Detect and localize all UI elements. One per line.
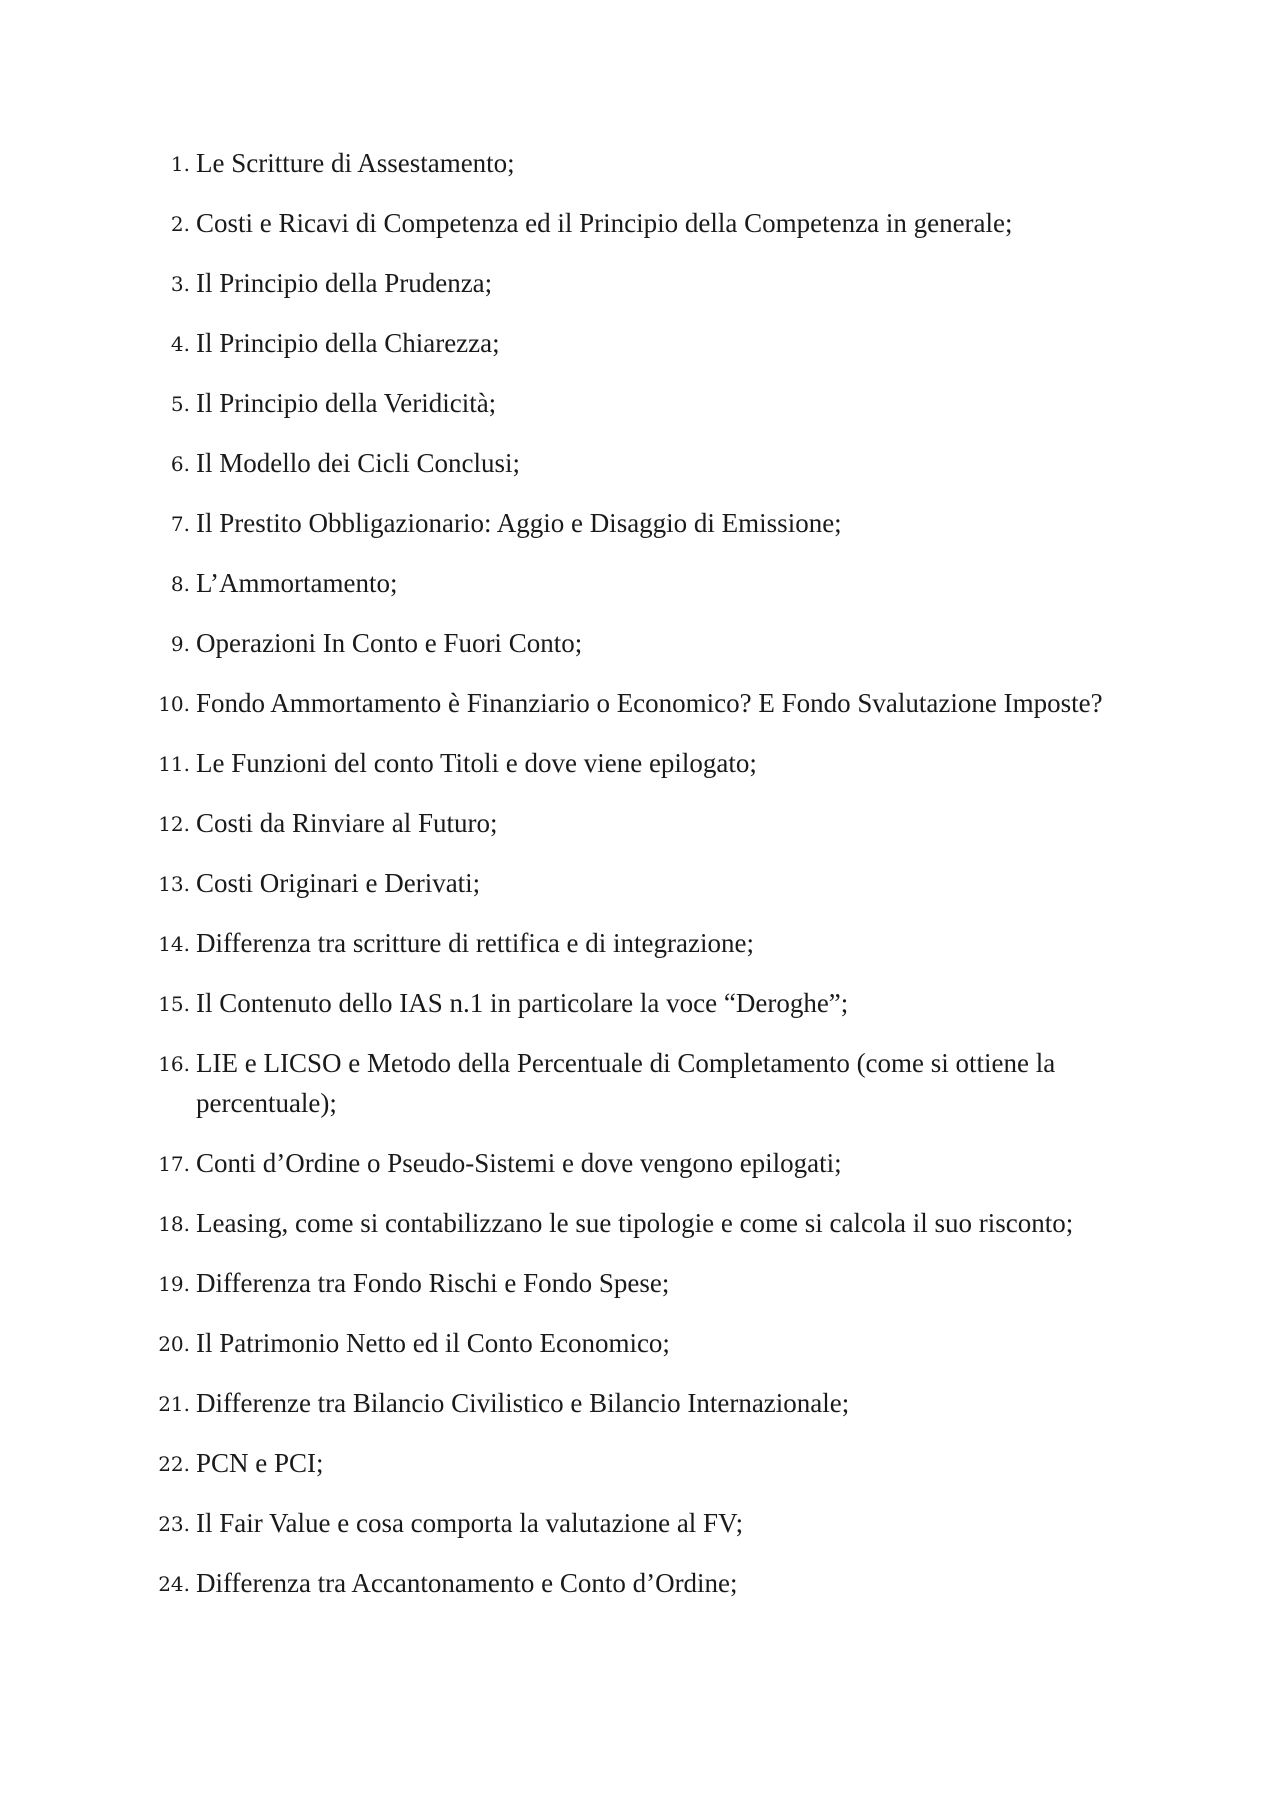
list-item-text: Il Modello dei Cicli Conclusi; bbox=[196, 448, 520, 478]
list-item-number: 6. bbox=[170, 452, 190, 476]
list-item bbox=[148, 803, 1188, 843]
list-item-number: 8. bbox=[170, 572, 190, 596]
list-item bbox=[148, 1203, 1188, 1243]
list-item-number: 12. bbox=[158, 812, 190, 836]
list-item-number: 11. bbox=[158, 752, 190, 776]
list-item-text: Differenze tra Bilancio Civilistico e Bilancio Internazionale; bbox=[196, 1388, 850, 1418]
list-item-number: 1. bbox=[170, 152, 190, 176]
list-item-number: 2. bbox=[170, 212, 190, 236]
list-item bbox=[148, 383, 1188, 423]
list-item-text: LIE e LICSO e Metodo della Percentuale di Completamento (come si ottiene la percentuale); bbox=[196, 1048, 1056, 1118]
list-item-number: 20. bbox=[158, 1332, 190, 1356]
list-item bbox=[148, 1143, 1188, 1183]
list-item bbox=[148, 743, 1188, 783]
list-item-number: 3. bbox=[170, 272, 190, 296]
list-item bbox=[148, 863, 1188, 903]
list-item-number: 7. bbox=[170, 512, 190, 536]
list-item-text: Il Fair Value e cosa comporta la valutazione al FV; bbox=[196, 1508, 744, 1538]
list-item-text: Il Principio della Veridicità; bbox=[196, 388, 497, 418]
list-item-number: 4. bbox=[170, 332, 190, 356]
list-item-number: 18. bbox=[158, 1212, 190, 1236]
list-item-number: 16. bbox=[158, 1052, 190, 1076]
list-item bbox=[148, 323, 1188, 363]
list-item-text: Le Scritture di Assestamento; bbox=[196, 148, 515, 178]
list-item bbox=[148, 923, 1188, 963]
list-item-text: Costi Originari e Derivati; bbox=[196, 868, 481, 898]
list-item-text: L’Ammortamento; bbox=[196, 568, 398, 598]
list-item bbox=[148, 623, 1188, 663]
list-item-number: 19. bbox=[158, 1272, 190, 1296]
list-item bbox=[148, 143, 1188, 183]
list-item-number: 13. bbox=[158, 872, 190, 896]
list-item bbox=[148, 443, 1188, 483]
list-item-text: Fondo Ammortamento è Finanziario o Economico? E Fondo Svalutazione Imposte? bbox=[196, 688, 1103, 718]
list-item-text: Costi e Ricavi di Competenza ed il Principio della Competenza in generale; bbox=[196, 208, 1013, 238]
list-item-text: Differenza tra scritture di rettifica e di integrazione; bbox=[196, 928, 754, 958]
list-item bbox=[148, 263, 1188, 303]
list-item bbox=[148, 203, 1188, 243]
list-item bbox=[148, 1383, 1188, 1423]
list-item bbox=[148, 1263, 1188, 1303]
numbered-list bbox=[148, 143, 1188, 1623]
list-item-number: 22. bbox=[158, 1452, 190, 1476]
list-item-text: Il Contenuto dello IAS n.1 in particolare la voce “Deroghe”; bbox=[196, 988, 849, 1018]
list-item bbox=[148, 1563, 1188, 1603]
list-item-text: Il Principio della Prudenza; bbox=[196, 268, 493, 298]
list-item-text: Il Principio della Chiarezza; bbox=[196, 328, 500, 358]
list-item-text: Il Prestito Obbligazionario: Aggio e Disaggio di Emissione; bbox=[196, 508, 842, 538]
list-item bbox=[148, 1043, 1188, 1123]
list-item-text: PCN e PCI; bbox=[196, 1448, 324, 1478]
list-item-text: Costi da Rinviare al Futuro; bbox=[196, 808, 498, 838]
list-item-text: Le Funzioni del conto Titoli e dove viene epilogato; bbox=[196, 748, 757, 778]
list-item-text: Differenza tra Accantonamento e Conto d’Ordine; bbox=[196, 1568, 738, 1598]
list-item bbox=[148, 1503, 1188, 1543]
list-item bbox=[148, 503, 1188, 543]
list-item bbox=[148, 983, 1188, 1023]
list-item-number: 17. bbox=[158, 1152, 190, 1176]
list-item-number: 15. bbox=[158, 992, 190, 1016]
list-item-text: Conti d’Ordine o Pseudo-Sistemi e dove vengono epilogati; bbox=[196, 1148, 842, 1178]
list-item-number: 5. bbox=[170, 392, 190, 416]
list-item-text: Leasing, come si contabilizzano le sue tipologie e come si calcola il suo risconto; bbox=[196, 1208, 1074, 1238]
list-item-text: Operazioni In Conto e Fuori Conto; bbox=[196, 628, 583, 658]
list-item bbox=[148, 683, 1188, 723]
list-item-number: 10. bbox=[158, 692, 190, 716]
list-item-number: 9. bbox=[170, 632, 190, 656]
list-item-number: 23. bbox=[158, 1512, 190, 1536]
list-item-number: 14. bbox=[158, 932, 190, 956]
list-item-number: 21. bbox=[158, 1392, 190, 1416]
list-item bbox=[148, 1443, 1188, 1483]
list-item-text: Il Patrimonio Netto ed il Conto Economico; bbox=[196, 1328, 670, 1358]
list-item-number: 24. bbox=[158, 1572, 190, 1596]
list-item bbox=[148, 563, 1188, 603]
list-item-text: Differenza tra Fondo Rischi e Fondo Spese; bbox=[196, 1268, 670, 1298]
list-item bbox=[148, 1323, 1188, 1363]
